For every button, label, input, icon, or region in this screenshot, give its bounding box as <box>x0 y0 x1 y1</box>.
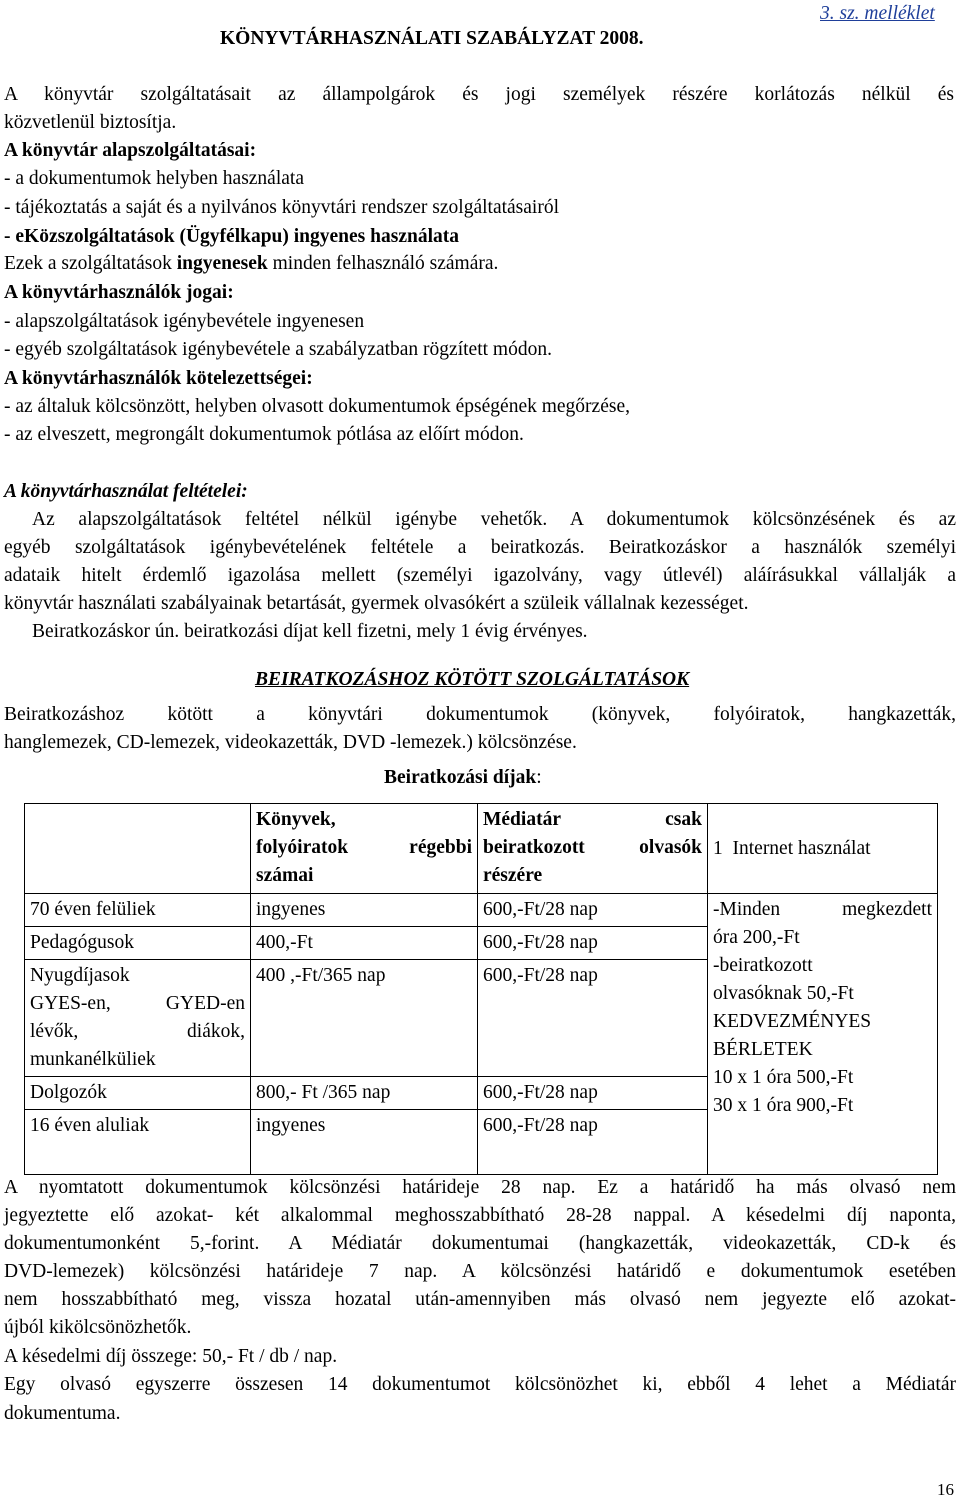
conditions-line: könyvtár használati szabályainak betartását, gyermek olvasókért a szüleik vállalnak kezességet. <box>4 593 749 614</box>
empty-header-cell <box>25 804 251 894</box>
media-header <box>478 804 708 894</box>
internet-fee-cell <box>708 894 938 1175</box>
media-fee-cell: 600,-Ft/28 nap <box>478 894 708 927</box>
conditions-line: adataik hitelt érdemlő igazolása mellett (személyi igazolvány, vagy útlevél) aláírásukkal vállalják a <box>4 565 956 586</box>
basic-service-item: - a dokumentumok helyben használata <box>4 168 304 189</box>
loan-rules-line: DVD-lemezek) kölcsönzési határideje 7 nap. A kölcsönzési határidő e dokumentumok esetében <box>4 1261 956 1282</box>
loan-rules-line: újból kikölcsönözhetők. <box>4 1317 192 1338</box>
loan-rules-line: A nyomtatott dokumentumok kölcsönzési határideje 28 nap. Ez a határidő ha más olvasó nem <box>4 1177 956 1198</box>
fees-table <box>24 803 938 1175</box>
table-row <box>25 894 938 927</box>
books-fee-cell: ingyenes <box>251 894 478 927</box>
registration-services-line-1: Beiratkozáshoz kötött a könyvtári dokumentumok (könyvek, folyóiratok, hangkazetták, <box>4 704 956 725</box>
fees-header-row <box>25 804 938 894</box>
page-number: 16 <box>937 1480 954 1499</box>
media-header-line: beiratkozott olvasók <box>483 837 702 858</box>
internet-line: BÉRLETEK <box>713 1039 813 1060</box>
basic-services-heading: A könyvtár alapszolgáltatásai: <box>4 140 257 161</box>
books-header-line: Könyvek, <box>256 809 336 830</box>
rights-heading: A könyvtárhasználók jogai: <box>4 282 234 303</box>
obligations-heading: A könyvtárhasználók kötelezettségei: <box>4 368 313 389</box>
group-cell: Dolgozók <box>25 1077 251 1110</box>
group-line: lévők, diákok, <box>30 1021 245 1042</box>
internet-line: óra 200,-Ft <box>713 927 800 948</box>
internet-line: 10 x 1 óra 500,-Ft <box>713 1067 854 1088</box>
group-cell: Pedagógusok <box>25 927 251 960</box>
loan-rules-line: nem hosszabbítható meg, vissza hozatal után-amennyiben más olvasó nem jegyezte elő azokat- <box>4 1289 956 1310</box>
loan-rules-line: jegyeztette elő azokat- két alkalommal meghosszabbítható 28-28 nappal. A késedelmi díj naponta, <box>4 1205 956 1226</box>
document-title: KÖNYVTÁRHASZNÁLATI SZABÁLYZAT 2008. <box>220 28 644 49</box>
group-cell: 16 éven aluliak <box>25 1110 251 1175</box>
group-line: munkanélküliek <box>30 1049 156 1070</box>
group-line: GYES-en, GYED-en <box>30 993 245 1014</box>
group-cell <box>25 960 251 1077</box>
media-header-line: Médiatár csak <box>483 809 702 830</box>
limit-line-1: Egy olvasó egyszerre összesen 14 dokumentumot kölcsönözhet ki, ebből 4 lehet a Médiatár <box>4 1374 956 1395</box>
internet-line: KEDVEZMÉNYES <box>713 1011 872 1032</box>
rights-item: - alapszolgáltatások igénybevétele ingyenesen <box>4 311 365 332</box>
books-fee-cell: ingyenes <box>251 1110 478 1175</box>
group-cell: 70 éven felüliek <box>25 894 251 927</box>
basic-service-item: - tájékoztatás a saját és a nyilvános könyvtári rendszer szolgáltatásairól <box>4 197 559 218</box>
registration-services-line-2: hanglemezek, CD-lemezek, videokazetták, DVD -lemezek.) kölcsönzése. <box>4 732 577 753</box>
books-fee-cell: 400,-Ft <box>251 927 478 960</box>
fees-caption: Beiratkozási díjak: <box>384 767 542 788</box>
group-line: Nyugdíjasok <box>30 965 130 986</box>
conditions-line: egyéb szolgáltatások igénybevételének feltétele a beiratkozás. Beiratkozáskor a használók személyi <box>4 537 956 558</box>
internet-header: 1 Internet használat <box>708 804 938 894</box>
internet-line: -Minden megkezdett <box>713 899 932 920</box>
late-fee-line: A késedelmi díj összege: 50,- Ft / db / nap. <box>4 1346 338 1367</box>
obligations-item: - az általuk kölcsönzött, helyben olvasott dokumentumok épségének megőrzése, <box>4 396 630 417</box>
basic-service-item: - eKözszolgáltatások (Ügyfélkapu) ingyenes használata <box>4 226 459 247</box>
obligations-item: - az elveszett, megrongált dokumentumok pótlása az előírt módon. <box>4 424 524 445</box>
books-header-line: számai <box>256 865 314 886</box>
media-header-line: részére <box>483 865 543 886</box>
media-fee-cell: 600,-Ft/28 nap <box>478 960 708 1077</box>
books-fee-cell: 400 ,-Ft/365 nap <box>251 960 478 1077</box>
books-header-line: folyóiratok régebbi <box>256 837 472 858</box>
books-fee-cell: 800,- Ft /365 nap <box>251 1077 478 1110</box>
internet-line: -beiratkozott <box>713 955 813 976</box>
media-fee-cell: 600,-Ft/28 nap <box>478 1077 708 1110</box>
limit-line-2: dokumentuma. <box>4 1403 121 1424</box>
conditions-line: Az alapszolgáltatások feltétel nélkül igénybe vehetők. A dokumentumok kölcsönzésének és az <box>32 509 956 530</box>
loan-rules-line: dokumentumonként 5,-forint. A Médiatár dokumentumai (hangkazetták, videokazetták, CD-k és <box>4 1233 956 1254</box>
registration-services-heading: BEIRATKOZÁSHOZ KÖTÖTT SZOLGÁLTATÁSOK <box>255 669 690 690</box>
media-fee-cell: 600,-Ft/28 nap <box>478 1110 708 1175</box>
conditions-heading: A könyvtárhasználat feltételei: <box>4 481 248 502</box>
books-header <box>251 804 478 894</box>
free-services-note: Ezek a szolgáltatások ingyenesek minden felhasználó számára. <box>4 253 499 274</box>
media-fee-cell: 600,-Ft/28 nap <box>478 927 708 960</box>
intro-line-1: A könyvtár szolgáltatásait az állampolgárok és jogi személyek részére korlátozás nélkül és <box>4 84 954 105</box>
internet-line: olvasóknak 50,-Ft <box>713 983 854 1004</box>
rights-item: - egyéb szolgáltatások igénybevétele a szabályzatban rögzített módon. <box>4 339 552 360</box>
intro-line-2: közvetlenül biztosítja. <box>4 112 177 133</box>
annex-label: 3. sz. melléklet <box>820 3 935 24</box>
registration-fee-note: Beiratkozáskor ún. beiratkozási díjat kell fizetni, mely 1 évig érvényes. <box>32 621 588 642</box>
internet-line: 30 x 1 óra 900,-Ft <box>713 1095 854 1116</box>
